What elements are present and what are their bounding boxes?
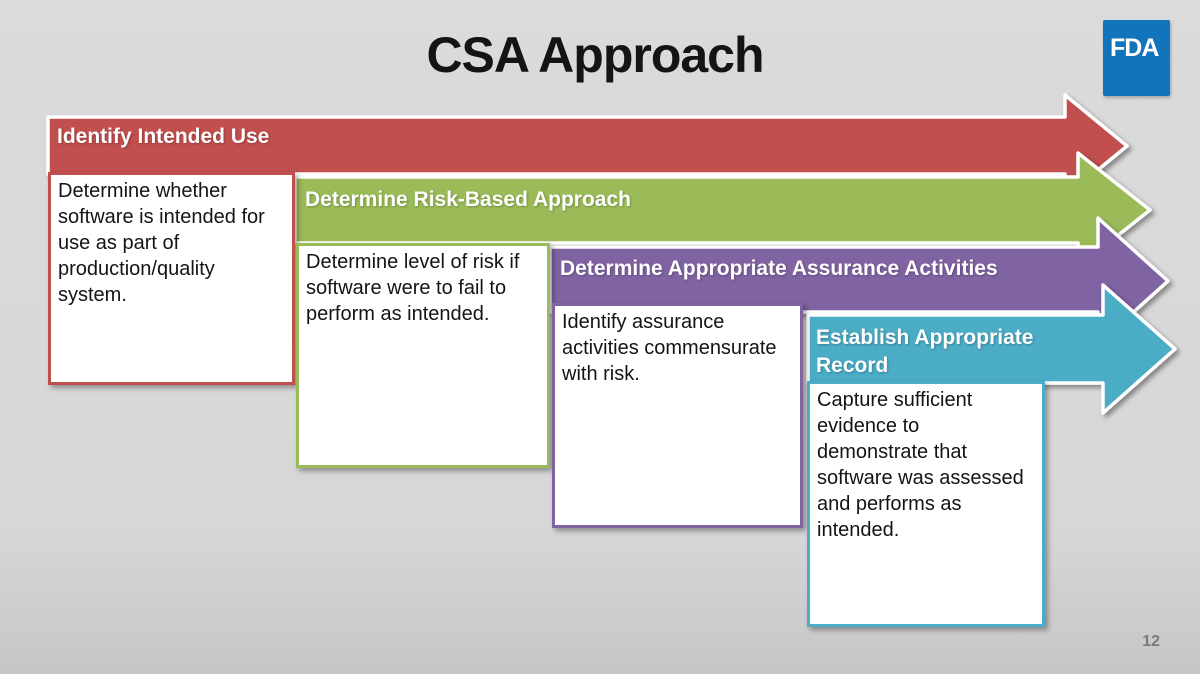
page-title: CSA Approach bbox=[426, 27, 764, 83]
page-number: 12 bbox=[1142, 633, 1160, 650]
step-label-identify-intended-use: Identify Intended Use bbox=[57, 125, 270, 148]
desc-text-risk-based-approach: Determine level of risk if software were to fail to perform as intended. bbox=[306, 251, 520, 325]
desc-box-assurance-activities bbox=[552, 303, 803, 528]
step-label-assurance-activities: Determine Appropriate Assurance Activities bbox=[560, 257, 998, 280]
desc-text-establish-record: Capture sufficient evidence to demonstrate that software was assessed and performs as intended. bbox=[817, 389, 1024, 541]
fda-logo-text: FDA bbox=[1110, 34, 1159, 62]
desc-box-establish-record bbox=[807, 381, 1045, 627]
step-label-establish-record: Establish Appropriate Record bbox=[816, 326, 1034, 377]
step-label-risk-based-approach: Determine Risk-Based Approach bbox=[305, 188, 631, 211]
desc-box-identify-intended-use bbox=[48, 172, 295, 385]
desc-text-identify-intended-use: Determine whether software is intended for use as part of production/quality system. bbox=[58, 180, 265, 306]
desc-box-risk-based-approach bbox=[296, 243, 550, 468]
desc-text-assurance-activities: Identify assurance activities commensurate with risk. bbox=[562, 311, 777, 385]
